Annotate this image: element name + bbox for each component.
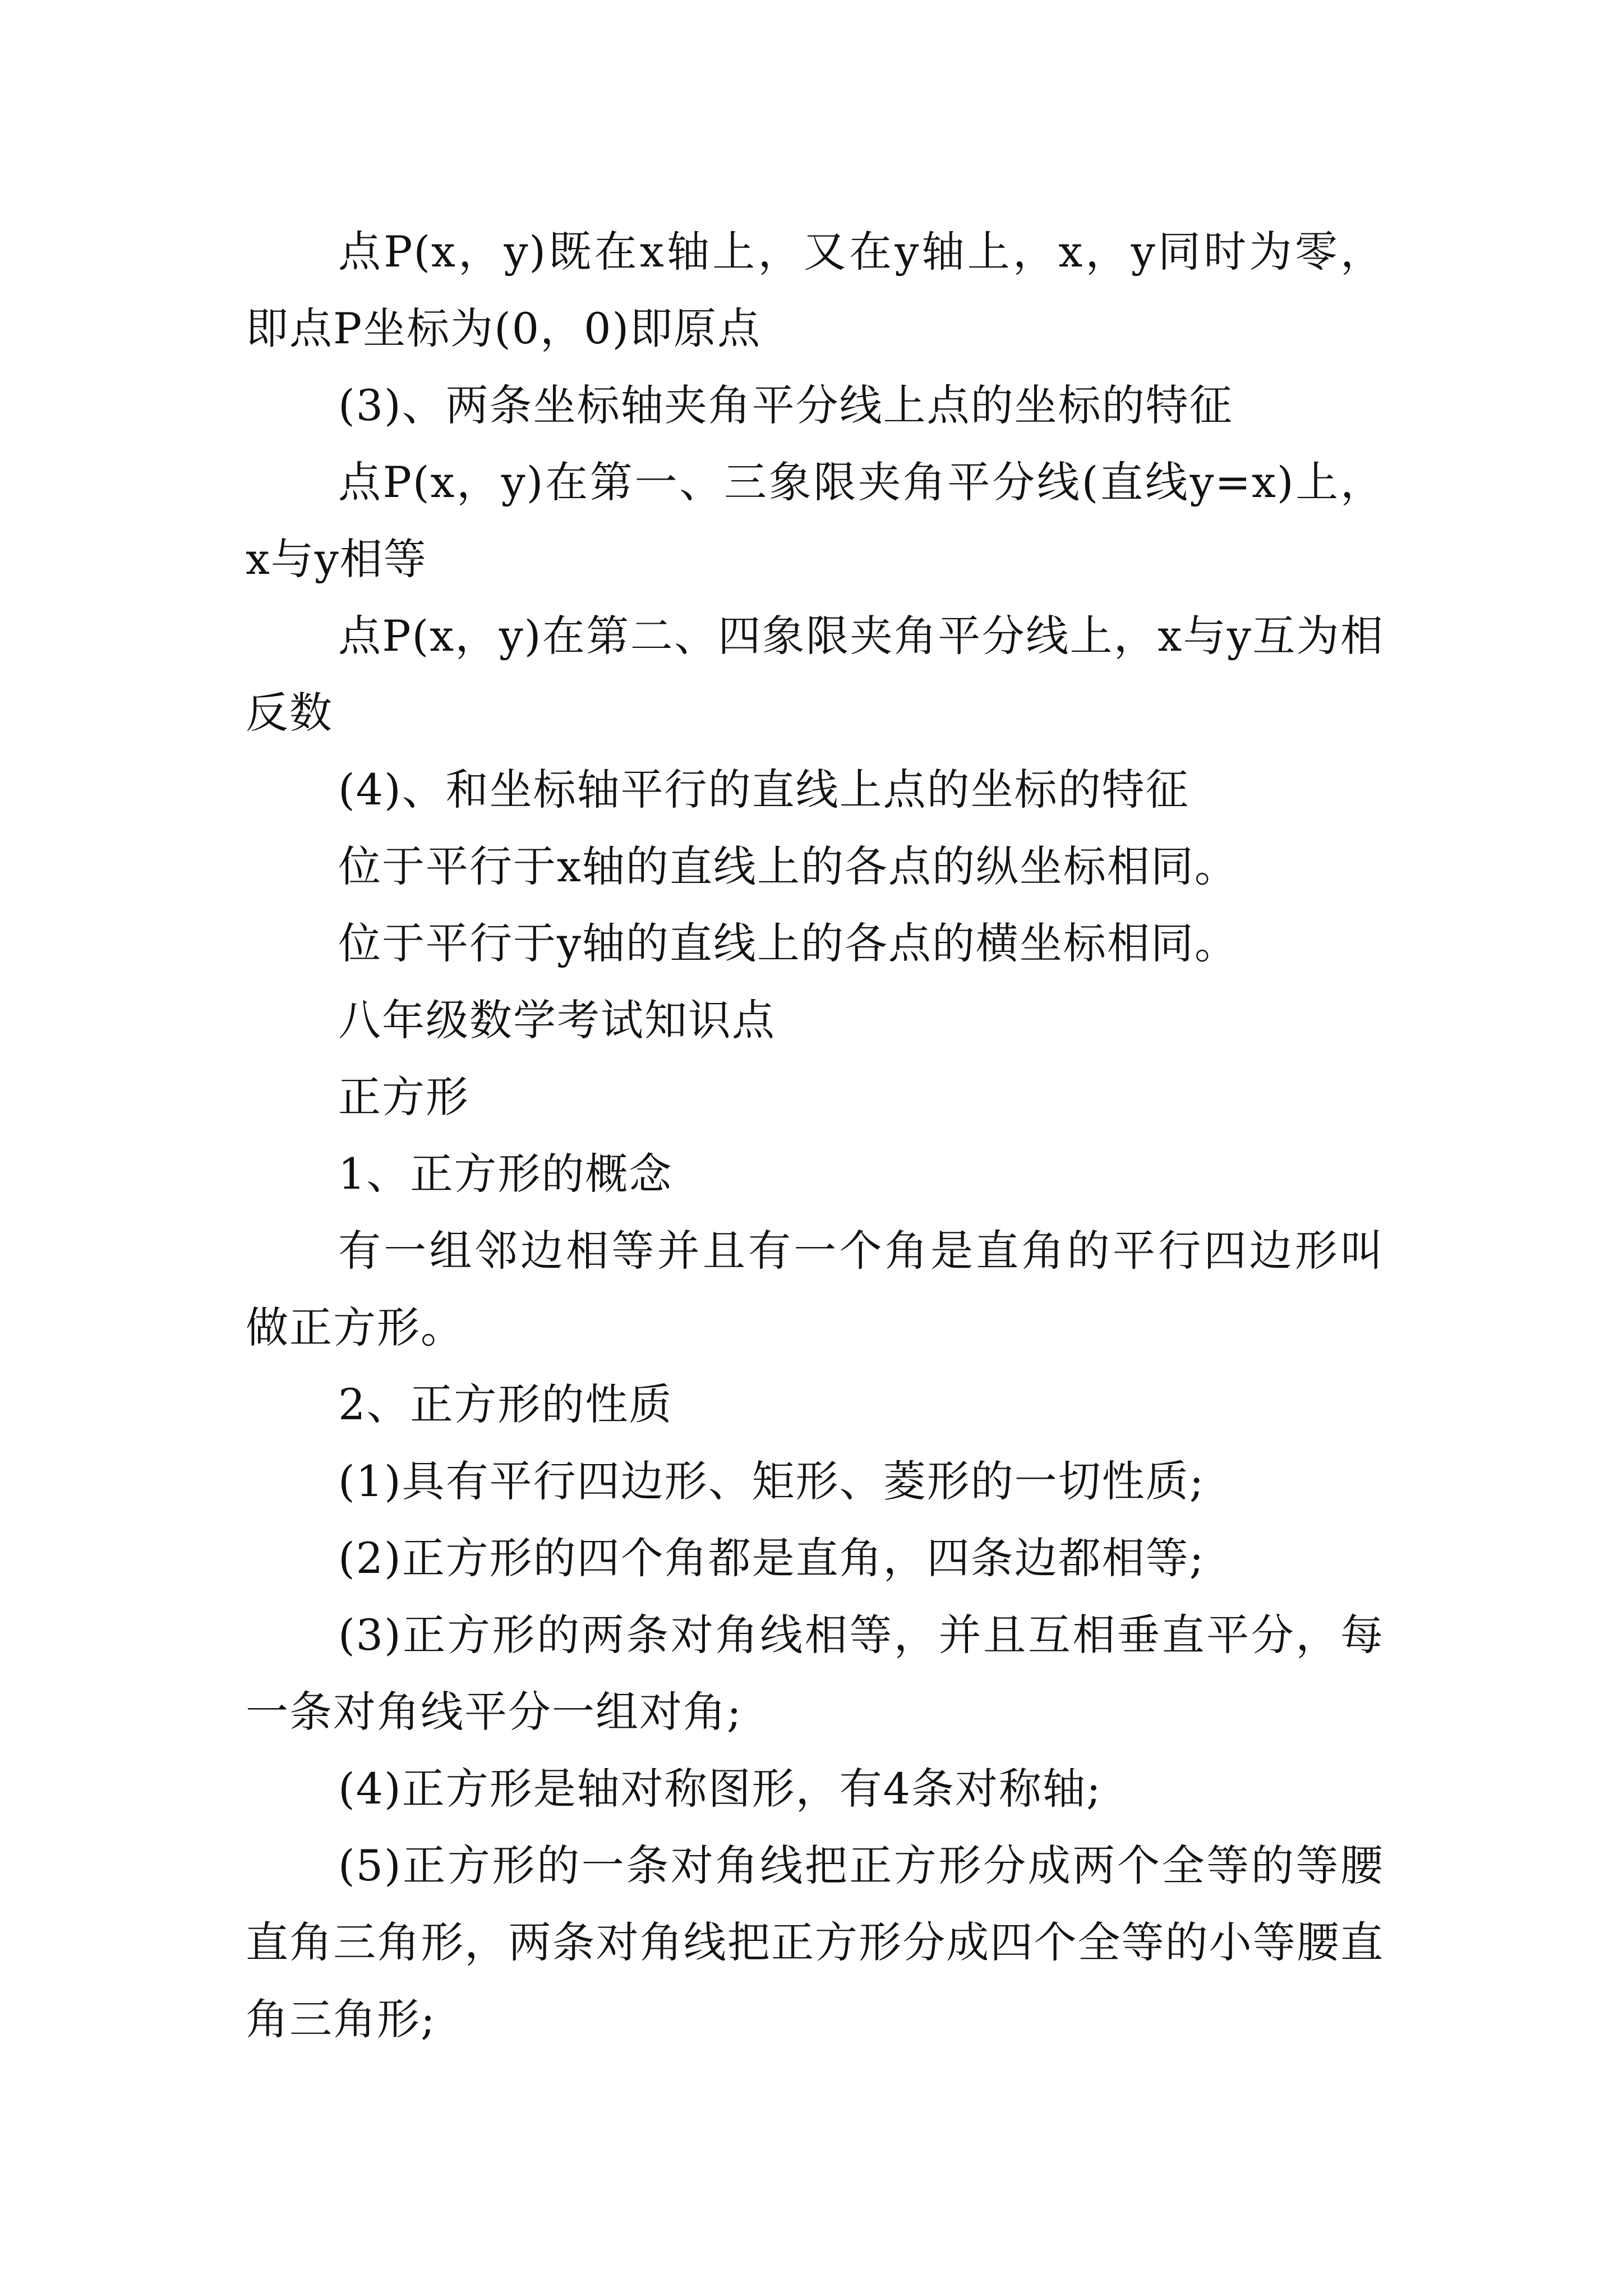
list-item: (4)正方形是轴对称图形，有4条对称轴; (338, 1764, 1102, 1814)
section-heading: 正方形 (338, 1072, 469, 1122)
paragraph: (4)、和坐标轴平行的直线上点的坐标的特征 (338, 765, 1189, 815)
paragraph: 点P(x，y)既在x轴上，又在y轴上，x，y同时为零，即点P坐标为(0，0)即原点 (246, 227, 1384, 353)
list-item: (1)具有平行四边形、矩形、菱形的一切性质; (338, 1456, 1205, 1506)
paragraph: 位于平行于x轴的直线上的各点的纵坐标相同。 (338, 841, 1238, 891)
paragraph: 位于平行于y轴的直线上的各点的横坐标相同。 (338, 918, 1238, 968)
section-heading: 八年级数学考试知识点 (338, 995, 776, 1045)
document-body (246, 213, 1384, 2058)
paragraph: 点P(x，y)在第一、三象限夹角平分线(直线y=x)上，x与y相等 (246, 457, 1384, 584)
paragraph: 有一组邻边相等并且有一个角是直角的平行四边形叫做正方形。 (246, 1226, 1384, 1352)
subsection-heading: 2、正方形的性质 (338, 1379, 673, 1429)
list-item: (5)正方形的一条对角线把正方形分成两个全等的等腰直角三角形，两条对角线把正方形分成四个全等的小等腰直角三角形; (246, 1841, 1384, 2044)
paragraph: (3)、两条坐标轴夹角平分线上点的坐标的特征 (338, 380, 1233, 430)
paragraph: 点P(x，y)在第二、四象限夹角平分线上，x与y互为相反数 (246, 611, 1384, 738)
subsection-heading: 1、正方形的概念 (338, 1149, 673, 1199)
list-item: (2)正方形的四个角都是直角，四条边都相等; (338, 1533, 1205, 1583)
list-item: (3)正方形的两条对角线相等，并且互相垂直平分，每一条对角线平分一组对角; (246, 1610, 1384, 1737)
